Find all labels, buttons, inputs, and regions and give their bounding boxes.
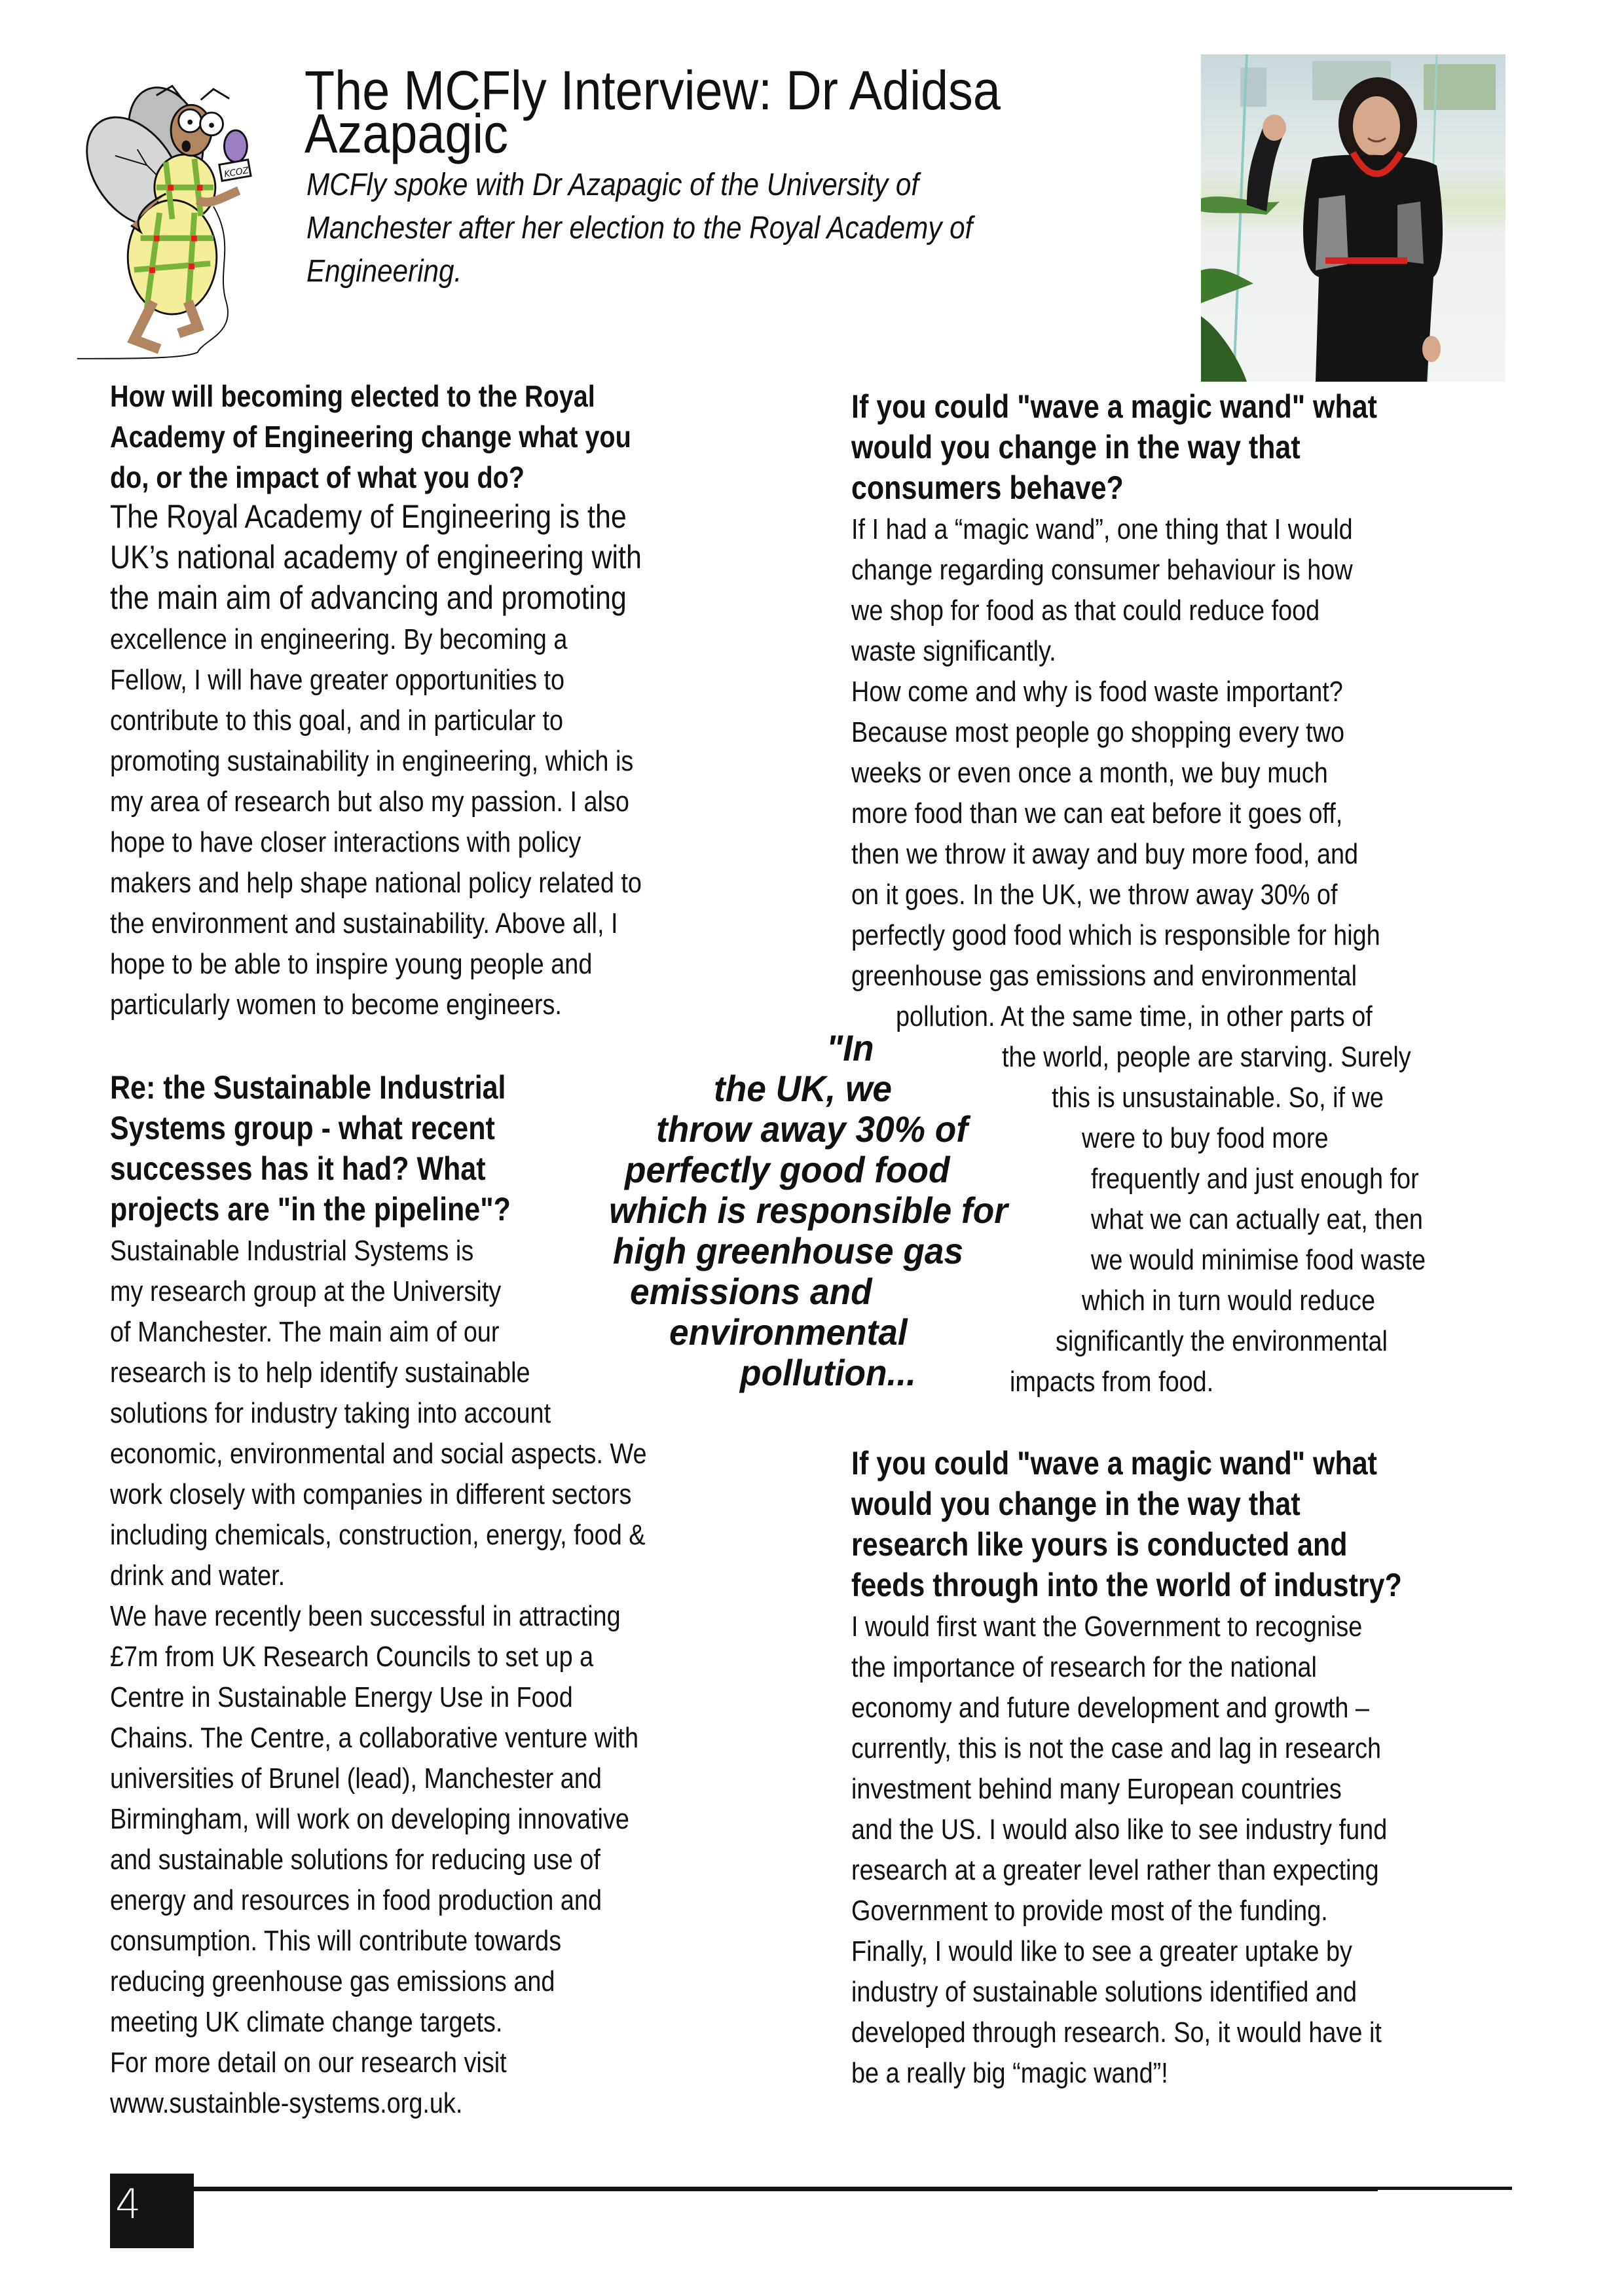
answer-line: Centre in Sustainable Energy Use in Food	[110, 1681, 573, 1713]
pull-quote-line: "In	[826, 1027, 874, 1068]
answer-line: work closely with companies in different sectors	[110, 1478, 632, 1510]
answer-line: my area of research but also my passion. I also	[110, 786, 629, 818]
answer-line: then we throw it away and buy more food, and	[851, 838, 1359, 870]
pull-quote-line: the UK, we	[714, 1068, 892, 1109]
answer-line: the world, people are starving. Surely	[1002, 1041, 1411, 1073]
pull-quote-line: environmental	[669, 1311, 908, 1353]
answer-line: meeting UK climate change targets.	[110, 2006, 503, 2038]
answer-line: UK’s national academy of engineering with	[110, 539, 642, 575]
answer-line: the importance of research for the national	[851, 1651, 1317, 1683]
answer-line: perfectly good food which is responsible for high	[851, 919, 1380, 951]
answer-line: impacts from food.	[1010, 1366, 1214, 1398]
answer-line: I would first want the Government to recognise	[851, 1611, 1363, 1643]
answer-line: economic, environmental and social aspects. We	[110, 1438, 647, 1470]
footer-rule	[194, 2187, 1378, 2191]
question-line: would you change in the way that	[851, 429, 1301, 465]
research-website-link[interactable]: www.sustainble-systems.org.uk.	[110, 2087, 463, 2119]
answer-line: pollution. At the same time, in other parts of	[896, 1000, 1373, 1032]
answer-line: reducing greenhouse gas emissions and	[110, 1965, 555, 1997]
answer-line: industry of sustainable solutions identified and	[851, 1976, 1357, 2008]
answer-line: drink and water.	[110, 1559, 286, 1592]
page-title	[304, 60, 1001, 164]
answer-line: my research group at the University	[110, 1275, 502, 1307]
answer-line: we shop for food as that could reduce food	[851, 594, 1320, 627]
footer-rule-end	[1378, 2187, 1512, 2190]
question-line: projects are "in the pipeline"?	[110, 1191, 511, 1228]
question-line: If you could "wave a magic wand" what	[851, 1445, 1377, 1482]
answer-line: For more detail on our research visit	[110, 2047, 507, 2079]
answer-line: currently, this is not the case and lag in research	[851, 1732, 1382, 1764]
answer-line: Chains. The Centre, a collaborative venture with	[110, 1722, 638, 1754]
answer-line: economy and future development and growth –	[851, 1692, 1369, 1724]
answer-line: waste significantly.	[851, 635, 1056, 667]
answer-line: hope to have closer interactions with policy	[110, 826, 581, 858]
answer-line: of Manchester. The main aim of our	[110, 1316, 500, 1348]
answer-line: particularly women to become engineers.	[110, 989, 562, 1021]
answer-line: the main aim of advancing and promoting	[110, 579, 627, 616]
answer-line: and the US. I would also like to see industry fund	[851, 1813, 1388, 1846]
page-number-box	[110, 2174, 194, 2248]
answer-line: solutions for industry taking into account	[110, 1397, 551, 1429]
answer-line: £7m from UK Research Councils to set up a	[110, 1641, 594, 1673]
answer-line: more food than we can eat before it goes off,	[851, 797, 1343, 829]
question-line: How will becoming elected to the Royal	[110, 379, 595, 413]
answer-line: universities of Brunel (lead), Manchester and	[110, 1762, 602, 1795]
answer-line: this is unsustainable. So, if we	[1052, 1082, 1384, 1114]
pull-quote-line: pollution...	[740, 1352, 916, 1393]
answer-line: Finally, I would like to see a greater uptake by	[851, 1935, 1352, 1967]
standfirst-line: Engineering.	[306, 254, 462, 289]
answer-line: which in turn would reduce	[1082, 1285, 1376, 1317]
answer-line: frequently and just enough for	[1091, 1163, 1419, 1195]
answer-line: we would minimise food waste	[1091, 1244, 1426, 1276]
answer-line: and sustainable solutions for reducing use of	[110, 1844, 600, 1876]
standfirst-line: Manchester after her election to the Royal Academy of	[306, 211, 973, 246]
answer-line: Birmingham, will work on developing innovative	[110, 1803, 629, 1835]
mic-label: KCOZ	[223, 165, 250, 180]
page-title-line: Azapagic	[304, 103, 509, 164]
question-line: consumers behave?	[851, 469, 1124, 506]
question-line: If you could "wave a magic wand" what	[851, 388, 1377, 425]
answer-line: How come and why is food waste important?	[851, 676, 1343, 708]
question-line: Re: the Sustainable Industrial	[110, 1069, 506, 1106]
answer-line: promoting sustainability in engineering, which is	[110, 745, 634, 777]
pull-quote-line: perfectly good food	[625, 1149, 950, 1190]
question-line: do, or the impact of what you do?	[110, 460, 525, 494]
question-line: feeds through into the world of industry?	[851, 1567, 1402, 1603]
answer-line: Sustainable Industrial Systems is	[110, 1235, 474, 1267]
standfirst-line: MCFly spoke with Dr Azapagic of the University of	[306, 168, 919, 202]
standfirst	[306, 164, 972, 293]
answer-line: what we can actually eat, then	[1091, 1203, 1423, 1235]
answer-line: research at a greater level rather than expecting	[851, 1854, 1379, 1886]
answer-line: significantly the environmental	[1056, 1325, 1388, 1357]
answer-line: including chemicals, construction, energy, food &	[110, 1519, 646, 1551]
pull-quote-line: high greenhouse gas	[613, 1230, 964, 1271]
pull-quote-line: which is responsible for	[609, 1190, 1008, 1231]
answer-line: developed through research. So, it would have it	[851, 2016, 1382, 2049]
answer-line: energy and resources in food production and	[110, 1884, 602, 1916]
answer-line: were to buy food more	[1082, 1122, 1329, 1154]
question-line: research like yours is conducted and	[851, 1526, 1348, 1563]
answer-line: change regarding consumer behaviour is how	[851, 554, 1353, 586]
answer-line: consumption. This will contribute towards	[110, 1925, 562, 1957]
answer-line: If I had a “magic wand”, one thing that I would	[851, 513, 1353, 545]
question-line: Systems group - what recent	[110, 1110, 495, 1146]
answer-line: contribute to this goal, and in particular to	[110, 704, 564, 737]
answer-line: Because most people go shopping every two	[851, 716, 1345, 748]
answer-line: weeks or even once a month, we buy much	[851, 757, 1328, 789]
answer-line: on it goes. In the UK, we throw away 30% of	[851, 879, 1338, 911]
answer-line: research is to help identify sustainable	[110, 1357, 530, 1389]
question-line: successes has it had? What	[110, 1150, 486, 1187]
answer-line: the environment and sustainability. Above all, I	[110, 907, 618, 939]
pull-quote-line: emissions and	[630, 1271, 872, 1312]
answer-line: investment behind many European countries	[851, 1773, 1342, 1805]
question-line: Academy of Engineering change what you	[110, 420, 631, 454]
answer-line: Fellow, I will have greater opportunities to	[110, 664, 565, 696]
page-title-line: The MCFly Interview: Dr Adidsa	[304, 60, 1001, 121]
answer-line: excellence in engineering. By becoming a	[110, 623, 568, 655]
page-number: 4	[115, 2180, 141, 2228]
interviewee-photo	[1201, 54, 1505, 382]
answer-line: hope to be able to inspire young people and	[110, 948, 593, 980]
question-line: would you change in the way that	[851, 1485, 1301, 1522]
answer-line: greenhouse gas emissions and environmental	[851, 960, 1357, 992]
answer-line: The Royal Academy of Engineering is the	[110, 498, 627, 535]
mcfly-mascot-icon	[71, 59, 274, 367]
pull-quote-line: throw away 30% of	[656, 1108, 968, 1150]
answer-line: makers and help shape national policy related to	[110, 867, 642, 899]
answer-line: We have recently been successful in attracting	[110, 1600, 621, 1632]
answer-line: be a really big “magic wand”!	[851, 2057, 1168, 2089]
answer-line: Government to provide most of the funding.	[851, 1895, 1328, 1927]
